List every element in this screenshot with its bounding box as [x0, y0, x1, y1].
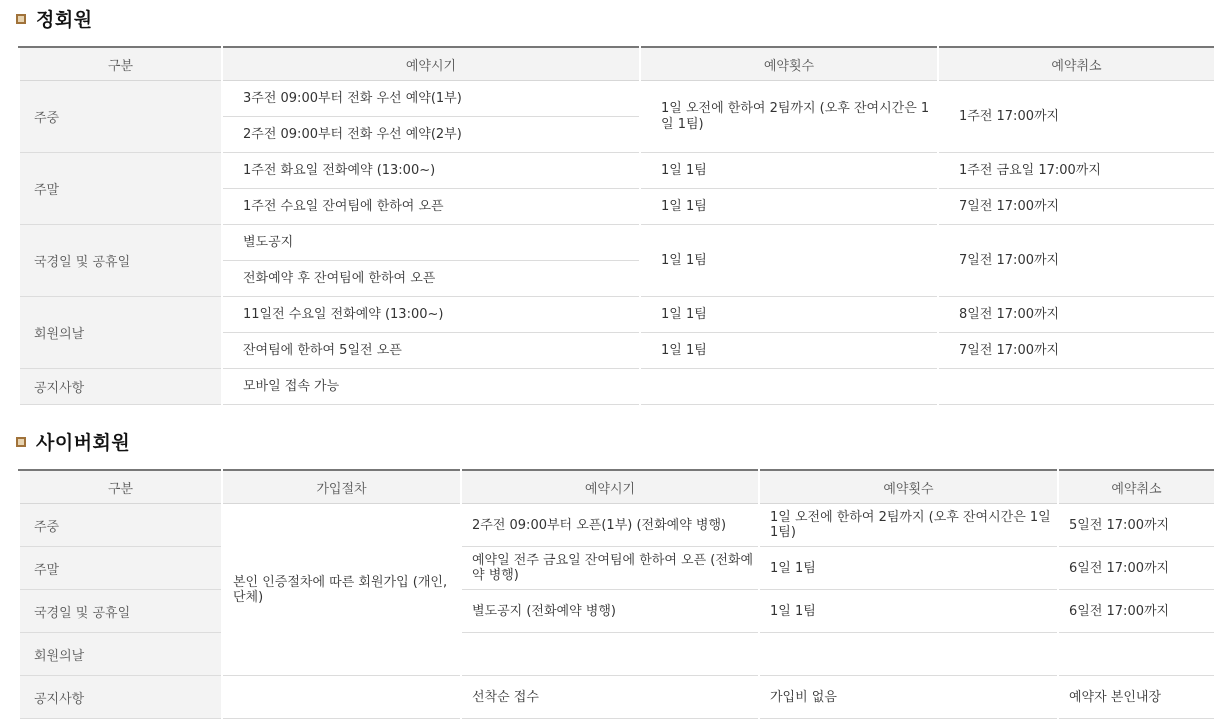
notice-cell: 모바일 접속 가능 [222, 369, 640, 405]
count-cell: 1일 1팀 [759, 547, 1058, 590]
table-row [19, 297, 1215, 333]
regular-member-table [18, 46, 1216, 405]
section-title-text: 정회원 [36, 9, 93, 31]
table-row [19, 504, 1215, 547]
header-timing: 예약시기 [222, 47, 640, 81]
cancel-cell: 7일전 17:00까지 [938, 225, 1215, 297]
table-row [19, 369, 1215, 405]
count-cell: 1일 1팀 [640, 225, 938, 297]
timing-cell: 1주전 화요일 전화예약 (13:00~) [222, 153, 640, 189]
square-bullet-icon [16, 14, 26, 24]
cyber-member-table [18, 469, 1216, 719]
timing-cell: 별도공지 [222, 225, 640, 261]
row-label-weekday: 주중 [19, 81, 222, 153]
row-label-memberday: 회원의날 [19, 297, 222, 369]
cancel-cell: 예약자 본인내장 [1058, 676, 1215, 719]
cancel-cell: 8일전 17:00까지 [938, 297, 1215, 333]
count-cell: 1일 1팀 [640, 153, 938, 189]
timing-cell: 3주전 09:00부터 전화 우선 예약(1부) [222, 81, 640, 117]
cancel-cell: 1주전 17:00까지 [938, 81, 1215, 153]
table-row [19, 547, 1215, 590]
header-cancel: 예약취소 [938, 47, 1215, 81]
row-label-notice: 공지사항 [19, 369, 222, 405]
row-label-notice: 공지사항 [19, 676, 222, 719]
table-row [19, 81, 1215, 117]
empty-cell [640, 369, 938, 405]
empty-cell [759, 633, 1058, 676]
count-cell: 1일 1팀 [640, 333, 938, 369]
count-cell: 1일 1팀 [759, 590, 1058, 633]
empty-cell [938, 369, 1215, 405]
timing-cell: 11일전 수요일 전화예약 (13:00~) [222, 297, 640, 333]
timing-cell: 2주전 09:00부터 전화 우선 예약(2부) [222, 117, 640, 153]
table-row [19, 153, 1215, 189]
count-cell: 1일 1팀 [640, 189, 938, 225]
timing-cell: 잔여팀에 한하여 5일전 오픈 [222, 333, 640, 369]
header-count: 예약횟수 [640, 47, 938, 81]
table-row [19, 225, 1215, 261]
cancel-cell: 7일전 17:00까지 [938, 189, 1215, 225]
timing-cell: 1주전 수요일 잔여팀에 한하여 오픈 [222, 189, 640, 225]
join-procedure-cell: 본인 인증절차에 따른 회원가입 (개인,단체) [222, 504, 461, 676]
row-label-weekend: 주말 [19, 153, 222, 225]
timing-cell: 별도공지 (전화예약 병행) [461, 590, 759, 633]
timing-cell: 선착순 접수 [461, 676, 759, 719]
header-category: 구분 [19, 47, 222, 81]
empty-cell [461, 633, 759, 676]
header-category: 구분 [19, 470, 222, 504]
section-title-cyber [16, 428, 130, 455]
row-label-holiday: 국경일 및 공휴일 [19, 590, 222, 633]
cancel-cell: 7일전 17:00까지 [938, 333, 1215, 369]
count-cell: 1일 1팀 [640, 297, 938, 333]
header-count: 예약횟수 [759, 470, 1058, 504]
header-timing: 예약시기 [461, 470, 759, 504]
header-cancel: 예약취소 [1058, 470, 1215, 504]
section-title-text: 사이버회원 [36, 432, 131, 454]
cancel-cell: 1주전 금요일 17:00까지 [938, 153, 1215, 189]
empty-cell [1058, 633, 1215, 676]
table-row [19, 590, 1215, 633]
count-cell: 1일 오전에 한하여 2팀까지 (오후 잔여시간은 1일1팀) [759, 504, 1058, 547]
count-cell: 가입비 없음 [759, 676, 1058, 719]
cancel-cell: 5일전 17:00까지 [1058, 504, 1215, 547]
cancel-cell: 6일전 17:00까지 [1058, 590, 1215, 633]
cancel-cell: 6일전 17:00까지 [1058, 547, 1215, 590]
table-row [19, 676, 1215, 719]
row-label-memberday: 회원의날 [19, 633, 222, 676]
timing-cell: 예약일 전주 금요일 잔여팀에 한하여 오픈 (전화예약 병행) [461, 547, 759, 590]
row-label-weekend: 주말 [19, 547, 222, 590]
table-row [19, 633, 1215, 676]
empty-cell [222, 676, 461, 719]
row-label-weekday: 주중 [19, 504, 222, 547]
header-join: 가입절차 [222, 470, 461, 504]
square-bullet-icon [16, 437, 26, 447]
row-label-holiday: 국경일 및 공휴일 [19, 225, 222, 297]
section-title-regular [16, 5, 93, 32]
timing-cell: 2주전 09:00부터 오픈(1부) (전화예약 병행) [461, 504, 759, 547]
timing-cell: 전화예약 후 잔여팀에 한하여 오픈 [222, 261, 640, 297]
count-cell: 1일 오전에 한하여 2팀까지 (오후 잔여시간은 1일 1팀) [640, 81, 938, 153]
